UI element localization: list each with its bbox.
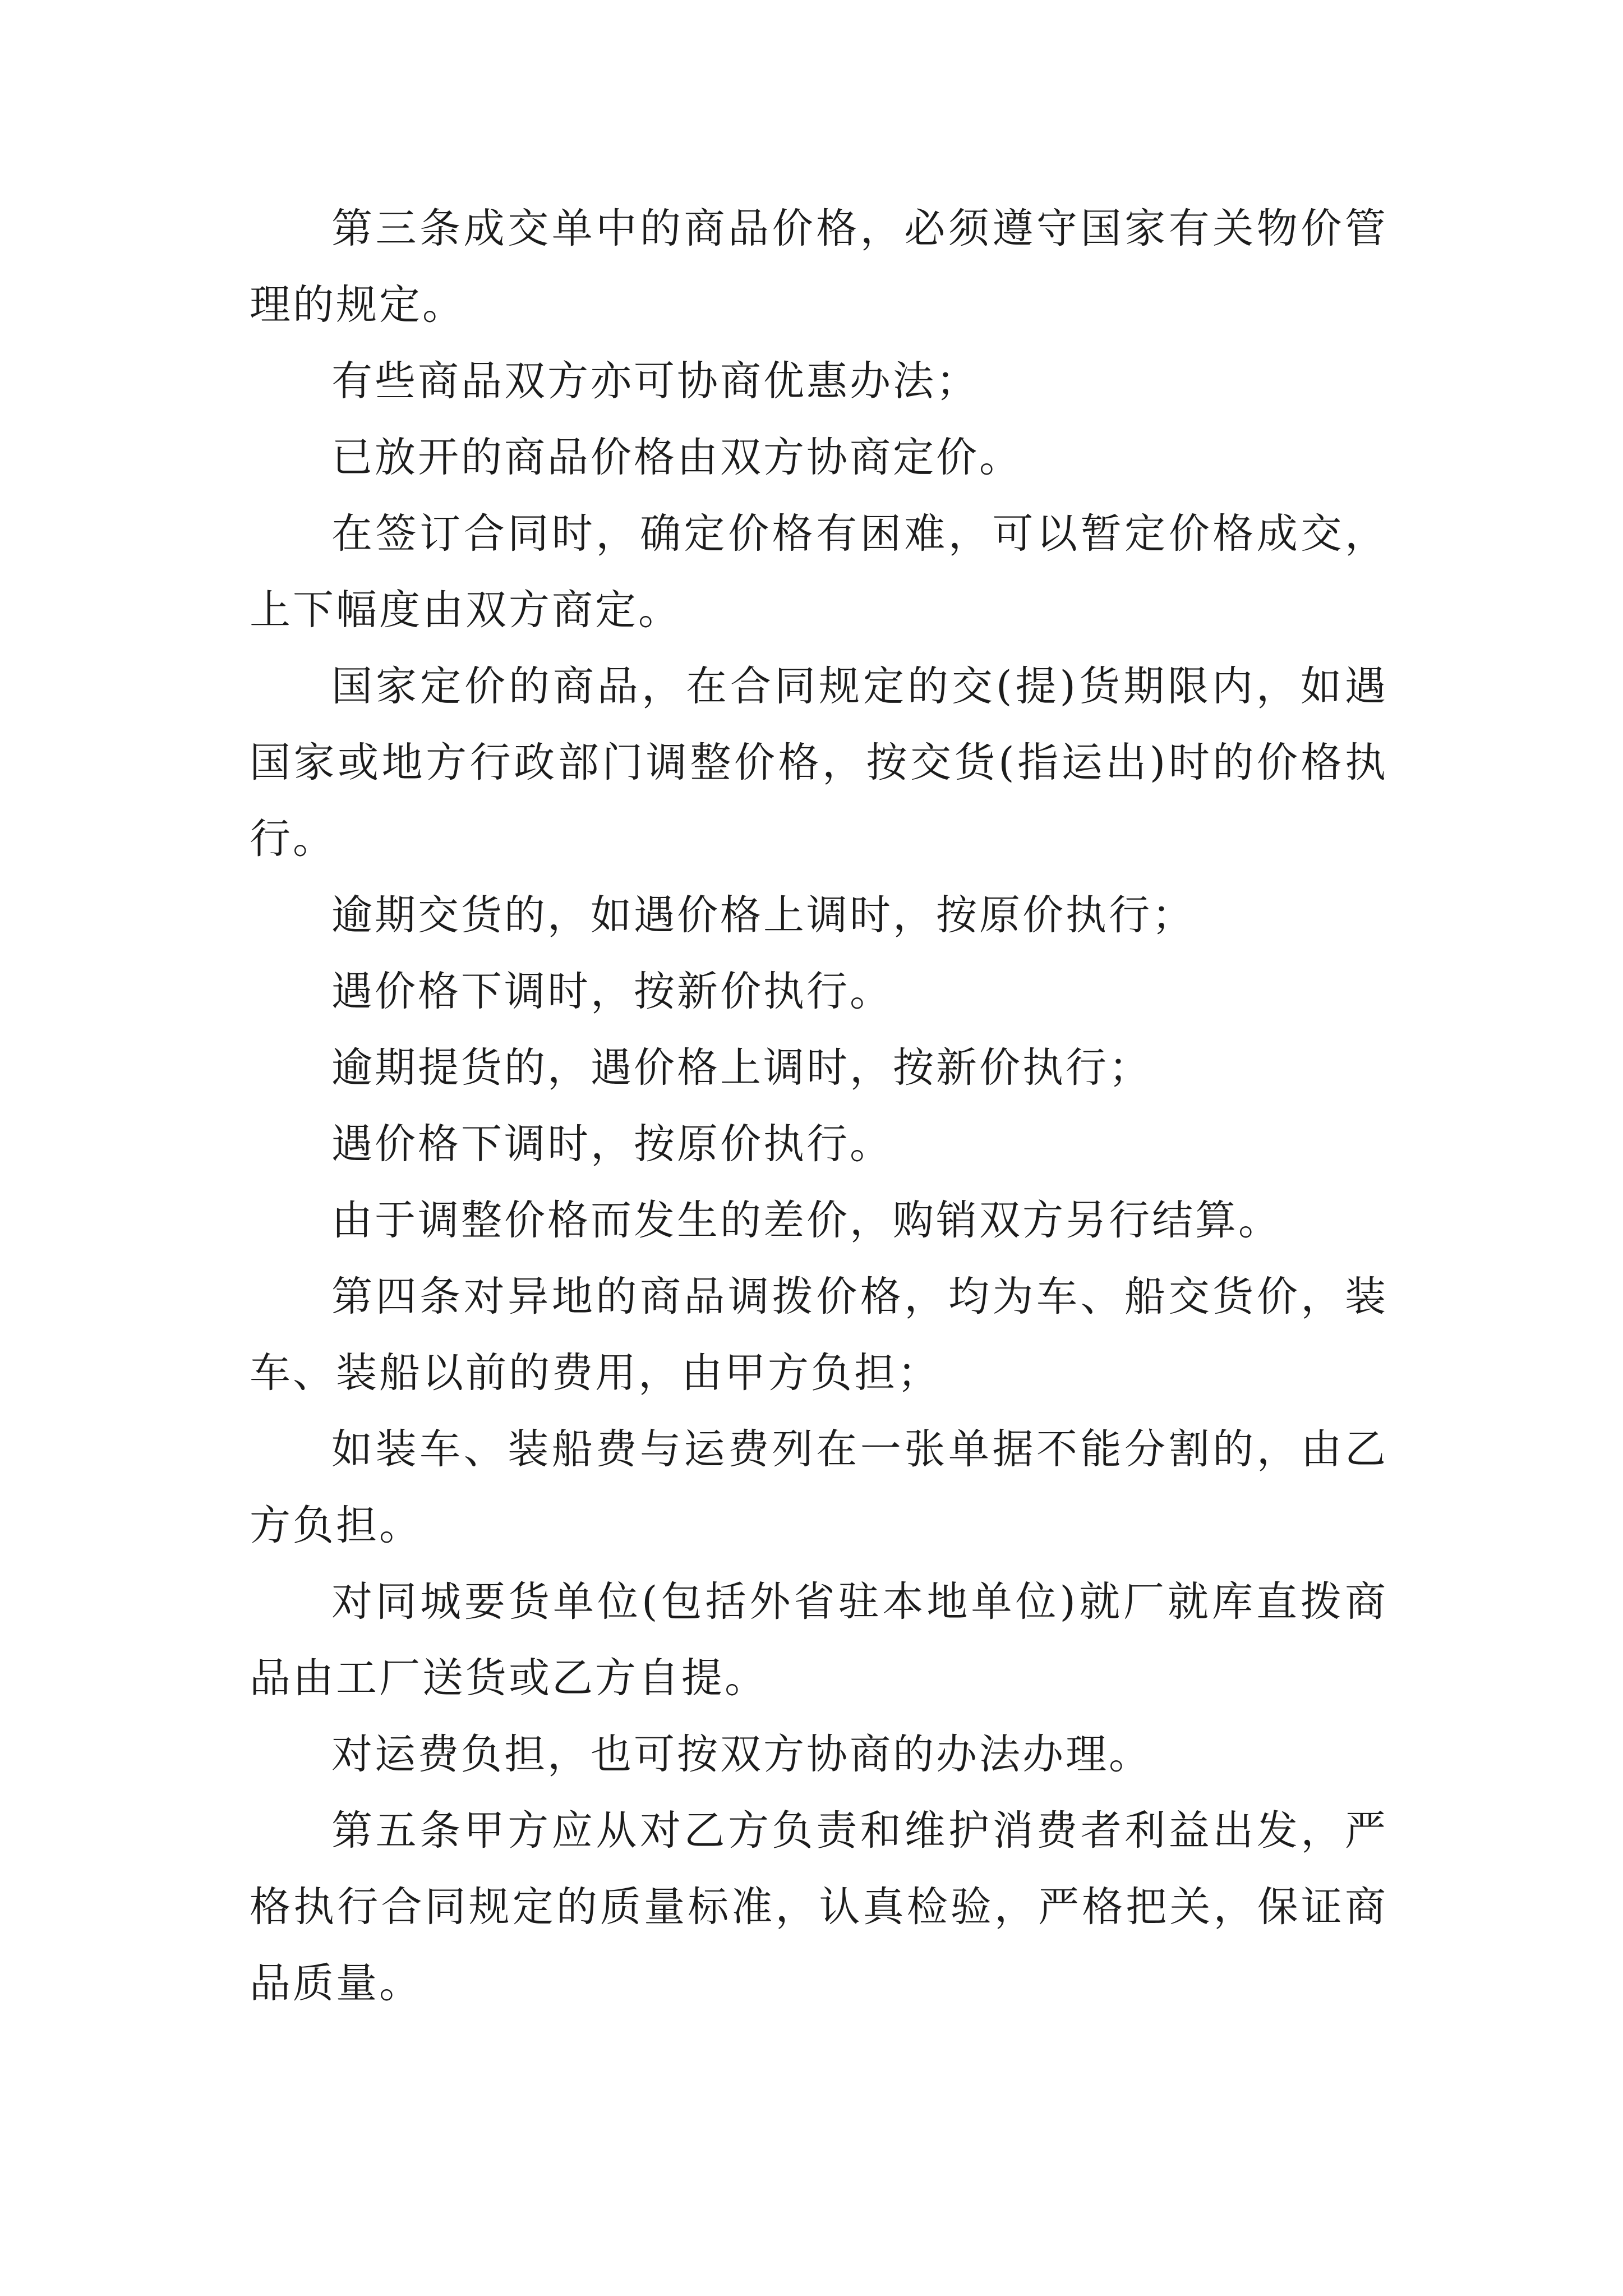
paragraph-late-delivery-down: 遇价格下调时，按新价执行。 — [331, 968, 893, 1015]
paragraph-late-pickup-down: 遇价格下调时，按原价执行。 — [331, 1120, 893, 1168]
paragraph-tentative-price: 在签订合同时，确定价格有困难，可以暂定价格成交，上下幅度由双方商定。 — [250, 510, 1388, 634]
paragraph-article-5-quality: 第五条甲方应从对乙方负责和维护消费者利益出发，严格执行合同规定的质量标准，认真检验，严格把关，保证商品质量。 — [250, 1807, 1388, 2007]
paragraph-state-price: 国家定价的商品，在合同规定的交(提)货期限内，如遇国家或地方行政部门调整价格，按交货(指运出)时的价格执行。 — [250, 662, 1388, 863]
paragraph-freight: 对运费负担，也可按双方协商的办法办理。 — [331, 1731, 1152, 1778]
document-body — [250, 191, 1388, 2022]
paragraph-loading-fee: 如装车、装船费与运费列在一张单据不能分割的，由乙方负担。 — [250, 1425, 1388, 1549]
paragraph-article-3-price: 第三条成交单中的商品价格，必须遵守国家有关物价管理的规定。 — [250, 205, 1388, 329]
paragraph-late-delivery: 逾期交货的，如遇价格上调时，按原价执行； — [331, 891, 1195, 939]
paragraph-price-difference: 由于调整价格而发生的差价，购销双方另行结算。 — [331, 1197, 1281, 1244]
paragraph-late-pickup: 逾期提货的，遇价格上调时，按新价执行； — [331, 1044, 1152, 1092]
paragraph-discount: 有些商品双方亦可协商优惠办法； — [331, 357, 979, 405]
paragraph-same-city: 对同城要货单位(包括外省驻本地单位)就厂就库直拨商品由工厂送货或乙方自提。 — [250, 1578, 1388, 1702]
paragraph-article-4-transfer: 第四条对异地的商品调拨价格，均为车、船交货价，装车、装船以前的费用，由甲方负担； — [250, 1273, 1388, 1397]
paragraph-open-price: 已放开的商品价格由双方协商定价。 — [331, 434, 1022, 481]
